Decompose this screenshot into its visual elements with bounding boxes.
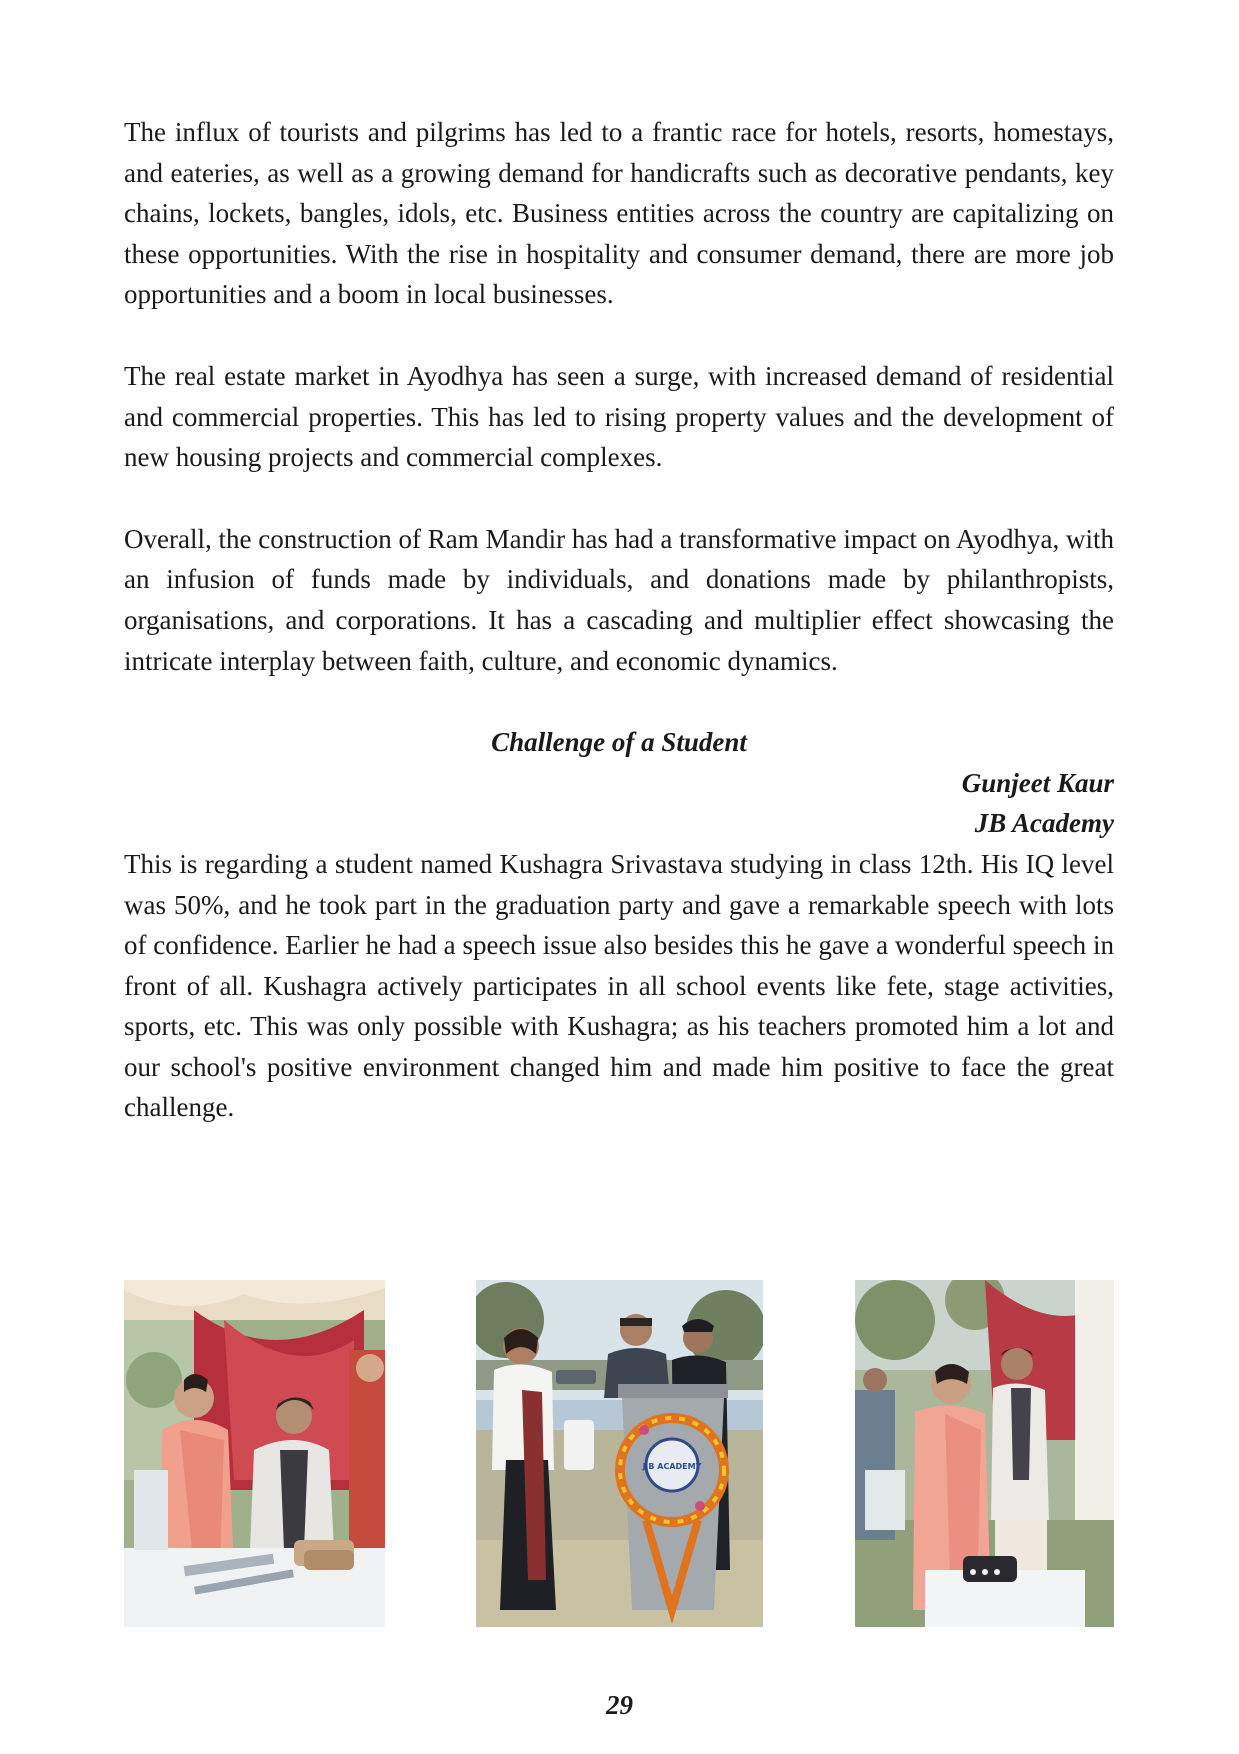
photo-stall [124,1280,385,1627]
paragraph-overall: Overall, the construction of Ram Mandir has had a transformative impact on Ayodhya, with an infusion of funds made by individuals, and donations made by philanthropists, organisations, and corporations. It has a cascading and multiplier effect showcasing the intricate interplay between faith, culture, and economic dynamics. [124,523,1114,676]
article-title: Challenge of a Student [491,727,747,758]
photo-row [124,1280,1114,1627]
page-number: 29 [606,1690,633,1720]
paragraph-tourism: The influx of tourists and pilgrims has led to a frantic race for hotels, resorts, homestays, and eateries, as well as a growing demand for handicrafts such as decorative pendants, key chains, lockets, bangles, idols, etc. Business entities across the country are capitalizing on these opportunities. With the rise in hospitality and consumer demand, there are more job opportunities and a boom in local businesses. [124,117,1114,310]
article-author: Gunjeet Kaur [961,767,1114,798]
paragraph-real-estate: The real estate market in Ayodhya has seen a surge, with increased demand of residential and commercial properties. This has led to rising property values and the development of new housing projects and commercial complexes. [124,360,1114,473]
photo-standing [855,1280,1114,1627]
podium-seal-text: J B ACADEMY [642,1462,702,1471]
page-content [124,112,1114,1128]
photo-podium [476,1280,763,1627]
article-school: JB Academy [974,808,1114,839]
article-body: This is regarding a student named Kushagra Srivastava studying in class 12th. His IQ level was 50%, and he took part in the graduation party and gave a remarkable speech with lots of confidence. Earlier he had a speech issue also besides this he gave a wonderful speech in front of all. Kushagra actively participates in all school events like fete, stage activities, sports, etc. This was only possible with Kushagra; as his teachers promoted him a lot and our school's positive environment changed him and made him positive to face the great challenge. [124,848,1114,1123]
